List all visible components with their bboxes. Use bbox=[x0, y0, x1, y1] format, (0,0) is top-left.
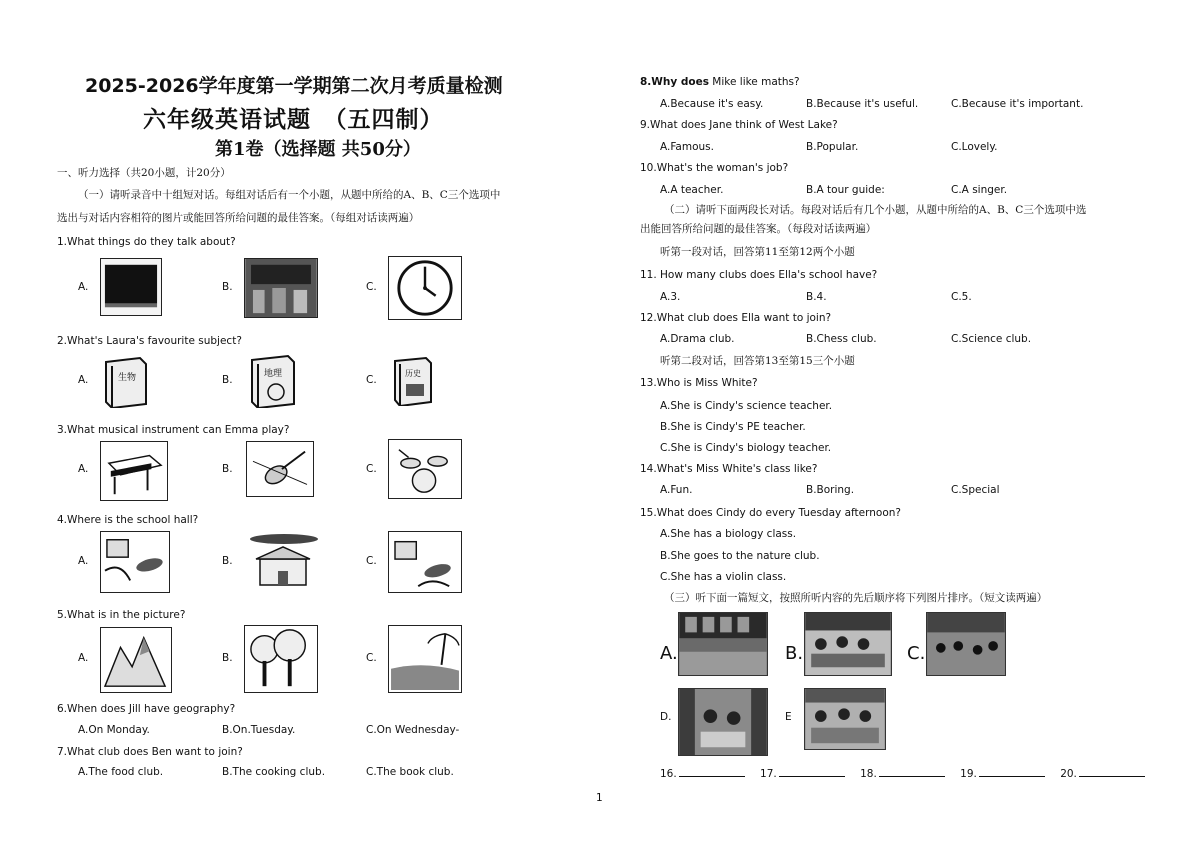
option-label: B. bbox=[222, 281, 233, 293]
answer-blank-18[interactable] bbox=[879, 765, 945, 777]
question-text: 4.Where is the school hall? bbox=[57, 514, 199, 526]
gym-photo[interactable] bbox=[678, 612, 768, 676]
instruction-line: 出能回答所给问题的最佳答案。（每段对话读两遍） bbox=[640, 223, 877, 235]
question-text: 5.What is in the picture? bbox=[57, 609, 186, 621]
page-number: 1 bbox=[596, 792, 603, 804]
answer-blank-16[interactable] bbox=[679, 765, 745, 777]
clock-picture[interactable] bbox=[388, 256, 462, 320]
section-heading: 一、听力选择（共20小题，计20分） bbox=[57, 167, 231, 179]
option-b[interactable]: B.Because it's useful. bbox=[806, 98, 919, 110]
dialog-instruction: 听第一段对话，回答第11至第12两个小题 bbox=[660, 246, 855, 258]
geography-book-picture[interactable] bbox=[246, 352, 300, 408]
instruction-line: 选出与对话内容相符的图片或能回答所给问题的最佳答案。（每组对话读两遍） bbox=[57, 212, 420, 224]
question-text: 9.What does Jane think of West Lake? bbox=[640, 119, 838, 131]
option-c[interactable]: C.Lovely. bbox=[951, 141, 998, 153]
paper-section-title: 第1卷（选择题 共50分） bbox=[215, 139, 421, 160]
violin-picture[interactable] bbox=[246, 441, 314, 497]
option-a[interactable]: A.She has a biology class. bbox=[660, 528, 797, 540]
option-label: B. bbox=[222, 374, 233, 386]
question-text: 2.What's Laura's favourite subject? bbox=[57, 335, 242, 347]
picture-label: B. bbox=[785, 643, 804, 664]
question-text: 12.What club does Ella want to join? bbox=[640, 312, 832, 324]
option-b[interactable]: B.Chess club. bbox=[806, 333, 877, 345]
option-a[interactable]: A.Drama club. bbox=[660, 333, 735, 345]
biology-book-picture[interactable] bbox=[100, 354, 152, 408]
blackboard-picture[interactable] bbox=[100, 258, 162, 316]
library-photo[interactable] bbox=[678, 688, 768, 756]
option-a[interactable]: A.3. bbox=[660, 291, 681, 303]
blank-number: 17. bbox=[760, 768, 777, 780]
option-c[interactable]: C.On Wednesday- bbox=[366, 724, 460, 736]
option-a[interactable]: A.Fun. bbox=[660, 484, 693, 496]
instruction-line: （二）请听下面两段长对话。每段对话后有几个小题，从题中所给的A、B、C三个选项中选 bbox=[664, 204, 1087, 216]
mountain-picture[interactable] bbox=[100, 627, 172, 693]
drums-picture[interactable] bbox=[388, 439, 462, 499]
option-label: B. bbox=[222, 652, 233, 664]
question-text: 10.What's the woman's job? bbox=[640, 162, 789, 174]
answer-blank-19[interactable] bbox=[979, 765, 1045, 777]
forest-picture[interactable] bbox=[244, 625, 318, 693]
option-label: C. bbox=[366, 555, 377, 567]
dialog-instruction: 听第二段对话，回答第13至第15三个小题 bbox=[660, 355, 855, 367]
classroom-picture[interactable] bbox=[244, 258, 318, 318]
option-label: A. bbox=[78, 652, 89, 664]
option-c[interactable]: C.Special bbox=[951, 484, 1000, 496]
option-a[interactable]: A.She is Cindy's science teacher. bbox=[660, 400, 833, 412]
question-text bbox=[640, 76, 800, 88]
question-text: 1.What things do they talk about? bbox=[57, 236, 236, 248]
option-label: A. bbox=[78, 555, 89, 567]
answer-blank-20[interactable] bbox=[1079, 765, 1145, 777]
building-river-picture[interactable] bbox=[388, 531, 462, 593]
option-a[interactable]: A.A teacher. bbox=[660, 184, 724, 196]
option-c[interactable]: C.5. bbox=[951, 291, 972, 303]
question-text: 13.Who is Miss White? bbox=[640, 377, 758, 389]
book-title: 生物 bbox=[118, 373, 137, 383]
option-c[interactable]: C.She has a violin class. bbox=[660, 571, 787, 583]
picture-label: C. bbox=[907, 643, 926, 664]
instruction-line: （三）听下面一篇短文，按照所听内容的先后顺序将下列图片排序。（短文读两遍） bbox=[664, 592, 1048, 604]
question-text: 3.What musical instrument can Emma play? bbox=[57, 424, 290, 436]
option-a[interactable]: A.The food club. bbox=[78, 766, 164, 778]
option-a[interactable]: A.Famous. bbox=[660, 141, 714, 153]
book-title: 地理 bbox=[264, 369, 283, 379]
question-text: 6.When does Jill have geography? bbox=[57, 703, 236, 715]
question-body: Mike like maths? bbox=[708, 76, 800, 88]
option-c[interactable]: C.A singer. bbox=[951, 184, 1008, 196]
playground-photo[interactable] bbox=[926, 612, 1006, 676]
school-hall-picture[interactable] bbox=[244, 529, 322, 593]
option-label: B. bbox=[222, 463, 233, 475]
answer-blank-17[interactable] bbox=[779, 765, 845, 777]
question-text: 15.What does Cindy do every Tuesday afternoon? bbox=[640, 507, 901, 519]
exam-title: 2025-2026学年度第一学期第二次月考质量检测 bbox=[85, 75, 503, 97]
question-number: 8.Why does bbox=[640, 76, 709, 88]
classroom-photo[interactable] bbox=[804, 688, 886, 750]
option-b[interactable]: B.On.Tuesday. bbox=[222, 724, 296, 736]
exam-subtitle: 六年级英语试题 （五四制） bbox=[143, 106, 444, 133]
option-b[interactable]: B.A tour guide: bbox=[806, 184, 885, 196]
option-b[interactable]: B.4. bbox=[806, 291, 827, 303]
option-label: A. bbox=[78, 374, 89, 386]
option-label: C. bbox=[366, 281, 377, 293]
option-b[interactable]: B.She goes to the nature club. bbox=[660, 550, 820, 562]
option-b[interactable]: B.Boring. bbox=[806, 484, 855, 496]
option-c[interactable]: C.Because it's important. bbox=[951, 98, 1084, 110]
picture-label: A. bbox=[660, 643, 678, 664]
option-label: C. bbox=[366, 652, 377, 664]
blank-number: 20. bbox=[1060, 768, 1077, 780]
picture-label: E bbox=[785, 711, 792, 723]
option-a[interactable]: A.Because it's easy. bbox=[660, 98, 764, 110]
instruction-line: （一）请听录音中十组短对话。每组对话后有一个小题，从题中所给的A、B、C三个选项中 bbox=[78, 189, 501, 201]
option-b[interactable]: B.Popular. bbox=[806, 141, 859, 153]
option-c[interactable]: C.She is Cindy's biology teacher. bbox=[660, 442, 832, 454]
question-text: 14.What's Miss White's class like? bbox=[640, 463, 818, 475]
blank-number: 16. bbox=[660, 768, 677, 780]
answer-blanks bbox=[660, 765, 1157, 780]
blank-number: 19. bbox=[960, 768, 977, 780]
option-label: A. bbox=[78, 281, 89, 293]
dining-photo[interactable] bbox=[804, 612, 892, 676]
blank-number: 18. bbox=[860, 768, 877, 780]
history-book-picture[interactable] bbox=[390, 354, 436, 406]
picture-label: D. bbox=[660, 711, 672, 723]
option-a[interactable]: A.On Monday. bbox=[78, 724, 150, 736]
question-text: 11. How many clubs does Ella's school have? bbox=[640, 269, 878, 281]
option-label: C. bbox=[366, 374, 377, 386]
option-b[interactable]: B.She is Cindy's PE teacher. bbox=[660, 421, 806, 433]
beach-picture[interactable] bbox=[388, 625, 462, 693]
option-c[interactable]: C.The book club. bbox=[366, 766, 454, 778]
option-label: C. bbox=[366, 463, 377, 475]
building-map-picture[interactable] bbox=[100, 531, 170, 593]
option-b[interactable]: B.The cooking club. bbox=[222, 766, 326, 778]
question-text: 7.What club does Ben want to join? bbox=[57, 746, 243, 758]
option-label: A. bbox=[78, 463, 89, 475]
book-title: 历史 bbox=[405, 369, 421, 378]
option-label: B. bbox=[222, 555, 233, 567]
option-c[interactable]: C.Science club. bbox=[951, 333, 1032, 345]
piano-picture[interactable] bbox=[100, 441, 168, 501]
